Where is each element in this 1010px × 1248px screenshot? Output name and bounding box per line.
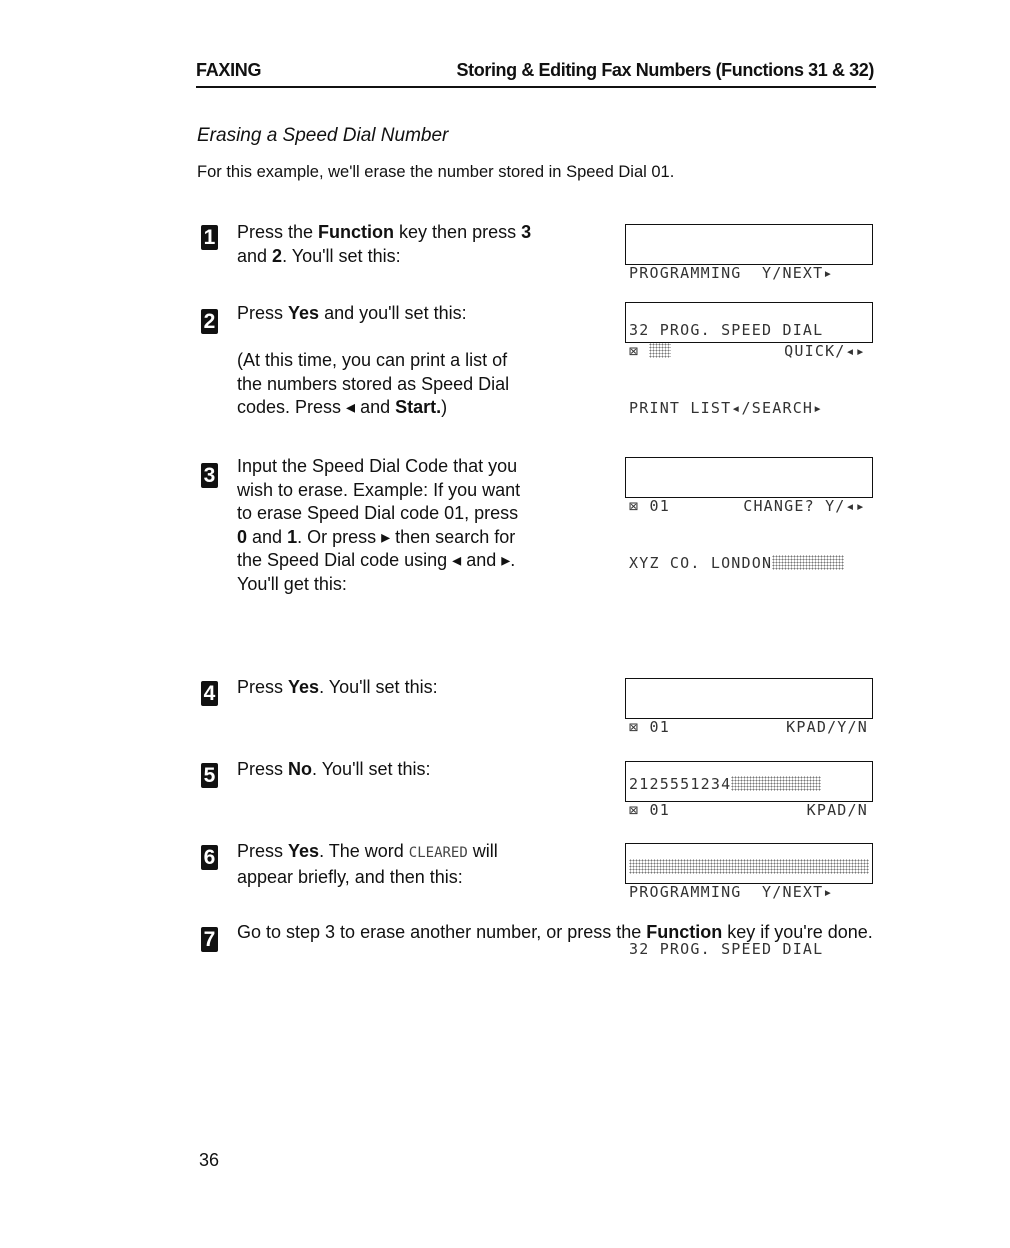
lcd-line-1: PROGRAMMING Y/NEXT▸ xyxy=(629,883,834,901)
step-7-text: Go to step 3 to erase another number, or press the Function key if you're done. xyxy=(237,922,873,942)
step-1-text: Press the Function key then press 3 and 2. You'll set this: xyxy=(237,222,532,266)
lcd-display-step-4 xyxy=(625,678,873,793)
step-5-text: Press No. You'll set this: xyxy=(237,759,431,779)
lcd-line-1: ⊠ QUICK/◂▸ xyxy=(629,342,866,360)
lcd-shade xyxy=(772,555,844,570)
lcd-display-step-3 xyxy=(625,457,873,572)
subsection-title: Erasing a Speed Dial Number xyxy=(197,125,449,146)
step-3-number: 3 xyxy=(201,463,218,488)
step-3-text: Input the Speed Dial Code that you wish to erase. Example: If you want to erase Speed Dial code 01, press 0 and 1. Or press ▸ then search for the Speed Dial code using ◂ and ▸. You'll get this: xyxy=(237,456,521,594)
lcd-line-2: XYZ CO. LONDON xyxy=(629,554,872,573)
lcd-line-2: 32 PROG. SPEED DIAL xyxy=(629,940,824,958)
page-number: 36 xyxy=(199,1150,220,1170)
lcd-line-1: ⊠ 01 KPAD/Y/N xyxy=(629,718,868,736)
lcd-line-2: 2125551234 xyxy=(629,775,872,794)
lcd-shade xyxy=(649,343,671,358)
lcd-line-1: ⊠ 01 KPAD/N xyxy=(629,801,868,819)
lcd-display-step-2 xyxy=(625,302,873,417)
step-5-number: 5 xyxy=(201,763,218,788)
lcd-display-step-6 xyxy=(625,843,873,958)
intro-text: For this example, we'll erase the number stored in Speed Dial 01. xyxy=(197,163,675,181)
step-6-text: Press Yes. The word CLEARED will appear briefly, and then this: xyxy=(237,841,498,887)
page-title: Storing & Editing Fax Numbers (Functions 31 & 32) xyxy=(456,60,874,80)
step-4-text: Press Yes. You'll set this: xyxy=(237,677,438,697)
step-1-number: 1 xyxy=(201,225,218,250)
lcd-line-1: ⊠ 01 CHANGE? Y/◂▸ xyxy=(629,497,866,515)
lcd-display-step-5 xyxy=(625,761,873,819)
lcd-line-2: PRINT LIST◂/SEARCH▸ xyxy=(629,399,824,417)
step-7-number: 7 xyxy=(201,927,218,952)
lcd-line-2: 32 PROG. SPEED DIAL xyxy=(629,321,824,339)
lcd-line-1: PROGRAMMING Y/NEXT▸ xyxy=(629,264,834,282)
step-6-number: 6 xyxy=(201,845,218,870)
page-header xyxy=(196,58,876,88)
step-2-number: 2 xyxy=(201,309,218,334)
step-4-number: 4 xyxy=(201,681,218,706)
step-2-note: (At this time, you can print a list of the numbers stored as Speed Dial codes. Press ◂ and Start.) xyxy=(237,350,510,417)
lcd-display-step-1 xyxy=(625,224,873,339)
step-2-text: Press Yes and you'll set this: xyxy=(237,303,467,323)
section-label: FAXING xyxy=(196,60,262,80)
